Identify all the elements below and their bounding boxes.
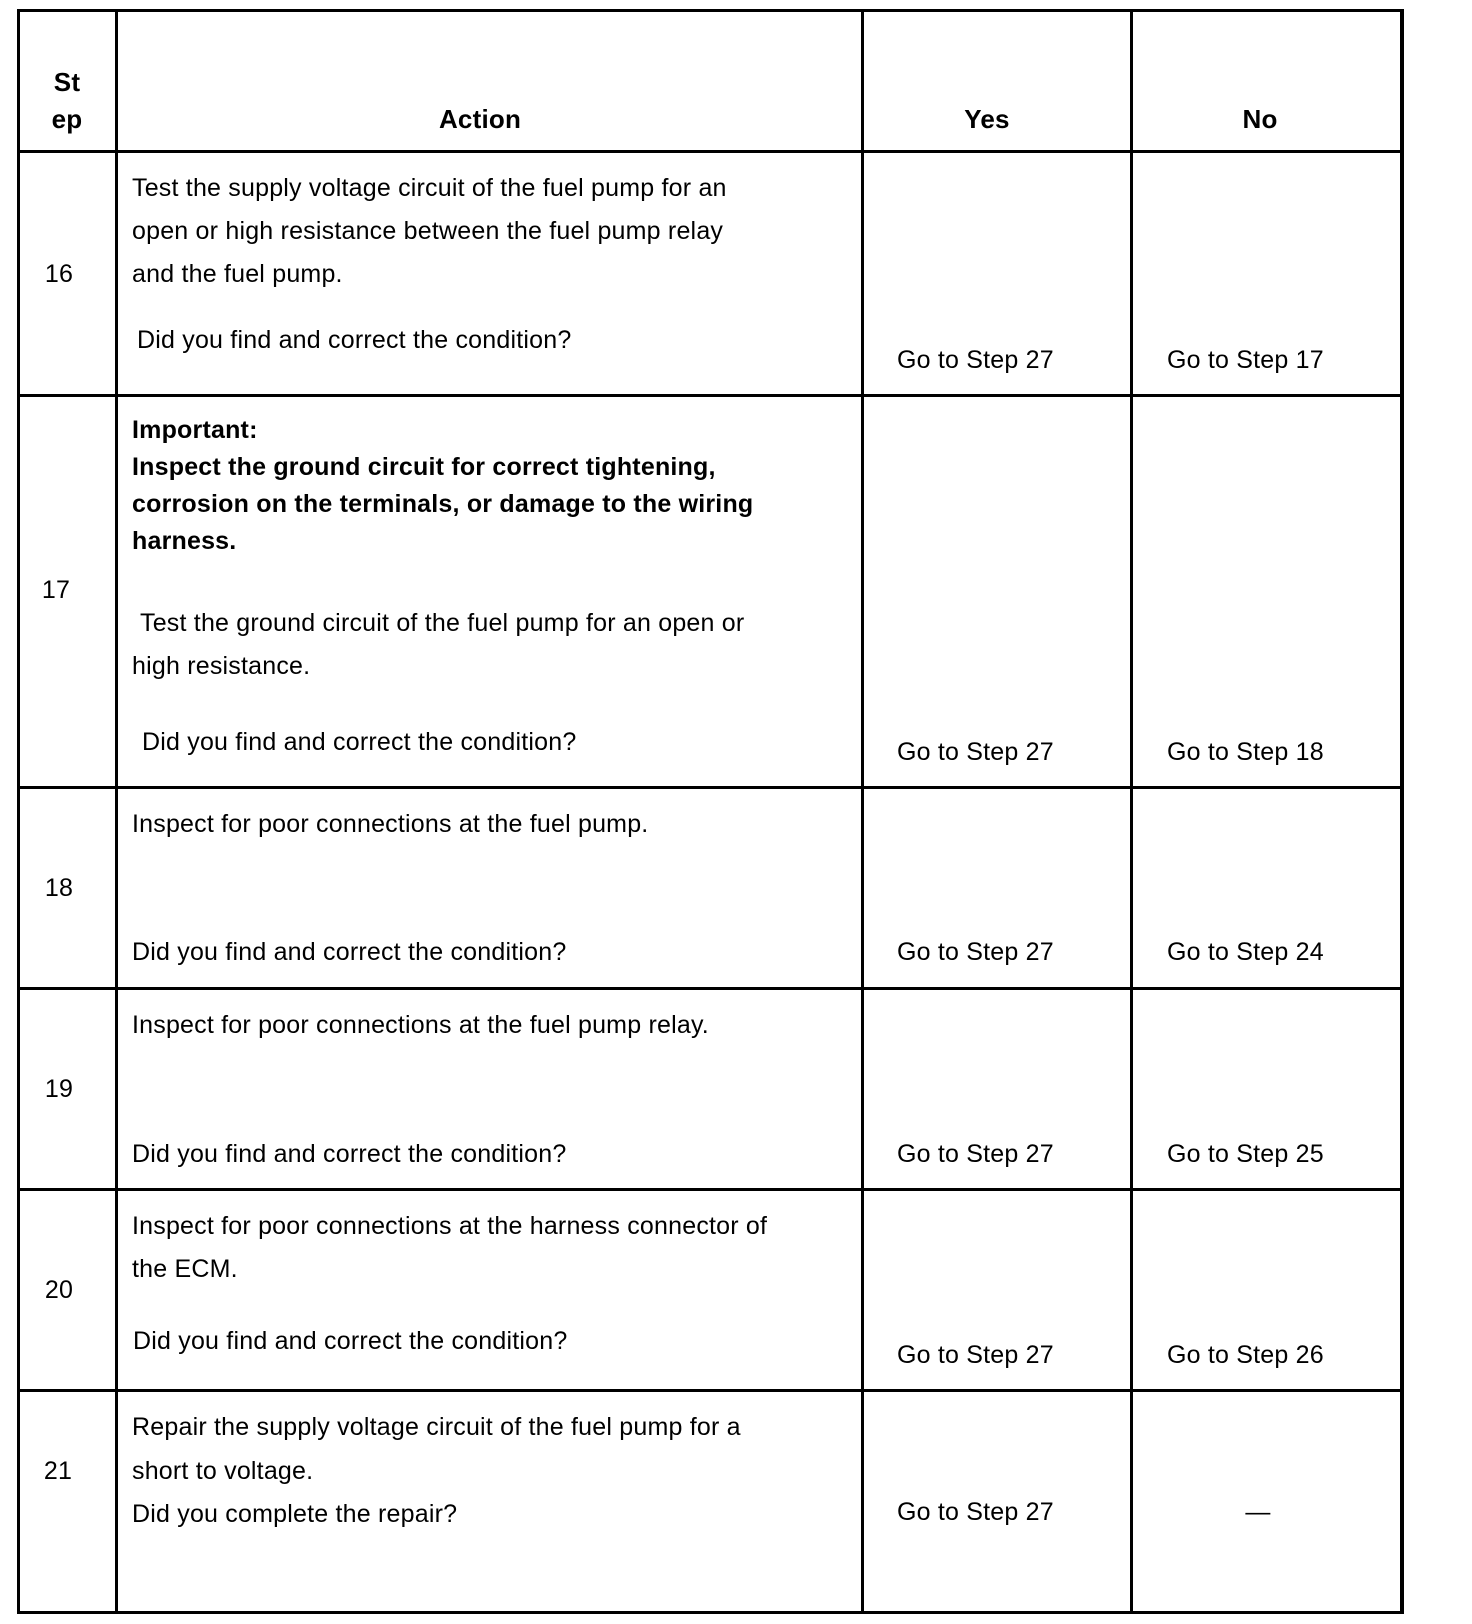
action-question: Did you find and correct the condition? bbox=[137, 326, 572, 354]
no-result: Go to Step 26 bbox=[1167, 1341, 1324, 1369]
yes-result: Go to Step 27 bbox=[897, 938, 1054, 966]
step-number-16: 16 bbox=[44, 260, 74, 288]
important-line: corrosion on the terminals, or damage to the wiring bbox=[132, 490, 754, 518]
row-divider-16 bbox=[17, 394, 1404, 397]
step-number-20: 20 bbox=[44, 1276, 74, 1304]
step-number-21: 21 bbox=[43, 1457, 73, 1485]
row-divider-header bbox=[17, 150, 1404, 153]
action-line: Inspect for poor connections at the fuel pump relay. bbox=[132, 1011, 709, 1039]
header-step-line1: St bbox=[53, 67, 81, 97]
header-yes: Yes bbox=[964, 104, 1010, 134]
action-line: Inspect for poor connections at the fuel pump. bbox=[132, 810, 649, 838]
important-line: harness. bbox=[132, 527, 237, 555]
row-divider-19 bbox=[17, 1188, 1404, 1191]
action-line: Test the ground circuit of the fuel pump for an open or bbox=[140, 609, 745, 637]
header-action: Action bbox=[438, 104, 522, 134]
action-question: Did you complete the repair? bbox=[132, 1500, 458, 1528]
header-step-line2: ep bbox=[51, 104, 83, 134]
row-divider-17 bbox=[17, 786, 1404, 789]
action-question: Did you find and correct the condition? bbox=[132, 938, 567, 966]
no-result: Go to Step 24 bbox=[1167, 938, 1324, 966]
table-border-left bbox=[17, 9, 20, 1614]
step-number-18: 18 bbox=[44, 874, 74, 902]
column-divider-action-yes bbox=[861, 9, 864, 1614]
no-result: — bbox=[1245, 1498, 1271, 1526]
row-divider-18 bbox=[17, 987, 1404, 990]
action-line: and the fuel pump. bbox=[132, 260, 343, 288]
action-question: Did you find and correct the condition? bbox=[133, 1327, 568, 1355]
table-border-bottom bbox=[17, 1611, 1404, 1614]
no-result: Go to Step 25 bbox=[1167, 1140, 1324, 1168]
action-line: short to voltage. bbox=[132, 1457, 314, 1485]
action-line: Test the supply voltage circuit of the fuel pump for an bbox=[132, 174, 727, 202]
yes-result: Go to Step 27 bbox=[897, 1498, 1054, 1526]
row-divider-20 bbox=[17, 1389, 1404, 1392]
step-number-19: 19 bbox=[44, 1075, 74, 1103]
no-result: Go to Step 18 bbox=[1167, 738, 1324, 766]
important-line: Inspect the ground circuit for correct tightening, bbox=[132, 453, 716, 481]
action-line: high resistance. bbox=[132, 652, 311, 680]
step-number-17: 17 bbox=[41, 576, 71, 604]
column-divider-yes-no bbox=[1130, 9, 1133, 1614]
action-line: the ECM. bbox=[132, 1255, 238, 1283]
header-no: No bbox=[1242, 104, 1278, 134]
action-line: Inspect for poor connections at the harness connector of bbox=[132, 1212, 768, 1240]
important-label: Important: bbox=[132, 416, 258, 444]
action-question: Did you find and correct the condition? bbox=[142, 728, 577, 756]
action-line: open or high resistance between the fuel pump relay bbox=[132, 217, 724, 245]
yes-result: Go to Step 27 bbox=[897, 738, 1054, 766]
table-border-top bbox=[17, 9, 1404, 12]
no-result: Go to Step 17 bbox=[1167, 346, 1324, 374]
yes-result: Go to Step 27 bbox=[897, 346, 1054, 374]
action-line: Repair the supply voltage circuit of the fuel pump for a bbox=[132, 1413, 741, 1441]
column-divider-step-action bbox=[115, 9, 118, 1614]
action-question: Did you find and correct the condition? bbox=[132, 1140, 567, 1168]
yes-result: Go to Step 27 bbox=[897, 1341, 1054, 1369]
yes-result: Go to Step 27 bbox=[897, 1140, 1054, 1168]
table-border-right bbox=[1400, 9, 1404, 1614]
